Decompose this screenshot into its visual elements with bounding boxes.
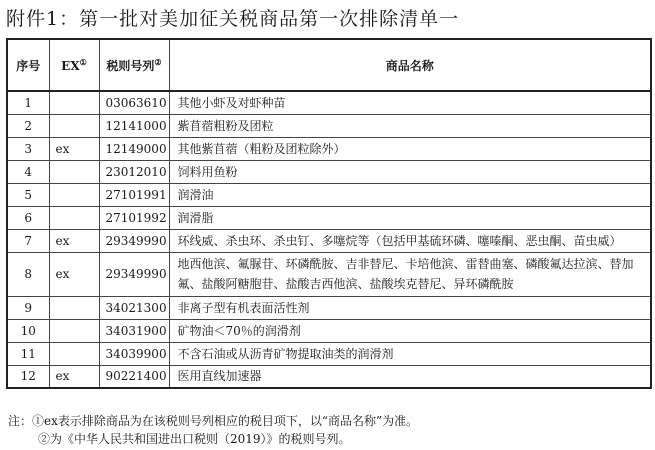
cell-ex <box>49 114 99 137</box>
cell-name: 非离子型有机表面活性剂 <box>169 296 651 319</box>
cell-seq: 2 <box>7 114 49 137</box>
cell-ex: ex <box>49 252 99 296</box>
cell-code: 12149000 <box>99 137 169 160</box>
cell-seq: 3 <box>7 137 49 160</box>
header-name-label: 商品名称 <box>385 58 434 73</box>
table-row <box>7 229 651 252</box>
footnote-prefix: 注： <box>8 414 33 428</box>
cell-name: 环线威、杀虫环、杀虫钉、多噻烷等（包括甲基硫环磷、噻嗪酮、恶虫酮、苗虫威） <box>169 229 651 252</box>
cell-name: 不含石油或从沥青矿物提取油类的润滑剂 <box>169 342 651 365</box>
footnote-1-text: ①ex表示排除商品为在该税则号列相应的税目项下，以“商品名称”为准。 <box>32 414 419 428</box>
cell-name: 饲料用鱼粉 <box>169 160 651 183</box>
cell-seq: 7 <box>7 229 49 252</box>
cell-name: 润滑脂 <box>169 206 651 229</box>
cell-code: 29349990 <box>99 252 169 296</box>
footnotes <box>8 412 648 448</box>
cell-ex <box>49 183 99 206</box>
cell-ex <box>49 91 99 114</box>
cell-code: 03063610 <box>99 91 169 114</box>
exclusion-table <box>6 38 652 389</box>
table-row <box>7 319 651 342</box>
footnote-2-text: ②为《中华人民共和国进出口税则（2019）》的税则号列。 <box>38 432 351 446</box>
cell-ex <box>49 342 99 365</box>
header-code-mark: ② <box>154 56 162 67</box>
header-ex-label: EX <box>61 59 80 73</box>
table-row <box>7 160 651 183</box>
cell-name: 润滑油 <box>169 183 651 206</box>
cell-name: 地西他滨、氟脲苷、环磷酰胺、吉非替尼、卡培他滨、雷替曲塞、磷酸氟达拉滨、替加氟、盐酸阿糖胞苷、盐酸吉西他滨、盐酸埃克替尼、异环磷酰胺 <box>169 252 651 296</box>
header-code-label: 税则号列 <box>106 58 155 73</box>
table-row <box>7 91 651 114</box>
table-row <box>7 252 651 296</box>
cell-seq: 10 <box>7 319 49 342</box>
table-header-row <box>7 39 651 91</box>
cell-ex: ex <box>49 137 99 160</box>
header-seq-label: 序号 <box>16 58 41 73</box>
header-ex-mark: ① <box>79 57 87 67</box>
header-code <box>99 39 169 91</box>
footnote-1 <box>8 412 648 430</box>
cell-code: 29349990 <box>99 229 169 252</box>
table-row <box>7 114 651 137</box>
cell-ex: ex <box>49 229 99 252</box>
table-row <box>7 206 651 229</box>
cell-code: 23012010 <box>99 160 169 183</box>
cell-seq: 4 <box>7 160 49 183</box>
table-row <box>7 365 651 388</box>
cell-seq: 9 <box>7 296 49 319</box>
cell-code: 27101992 <box>99 206 169 229</box>
cell-code: 34021300 <box>99 296 169 319</box>
header-ex <box>49 39 99 91</box>
cell-seq: 8 <box>7 252 49 296</box>
header-seq <box>7 39 49 91</box>
cell-seq: 1 <box>7 91 49 114</box>
table-row <box>7 296 651 319</box>
cell-seq: 6 <box>7 206 49 229</box>
cell-ex <box>49 160 99 183</box>
cell-name: 矿物油＜70％的润滑剂 <box>169 319 651 342</box>
cell-ex <box>49 319 99 342</box>
cell-seq: 5 <box>7 183 49 206</box>
cell-code: 90221400 <box>99 365 169 388</box>
cell-ex <box>49 296 99 319</box>
cell-code: 12141000 <box>99 114 169 137</box>
header-name <box>169 39 651 91</box>
table-row <box>7 137 651 160</box>
footnote-2 <box>8 430 648 448</box>
page-title: 附件1：第一批对美加征关税商品第一次排除清单一 <box>6 8 460 30</box>
cell-name: 医用直线加速器 <box>169 365 651 388</box>
cell-name: 其他小虾及对虾种苗 <box>169 91 651 114</box>
cell-name: 其他紫苜蓿（粗粉及团粒除外） <box>169 137 651 160</box>
cell-code: 27101991 <box>99 183 169 206</box>
cell-seq: 12 <box>7 365 49 388</box>
cell-code: 34031900 <box>99 319 169 342</box>
cell-name: 紫苜蓿粗粉及团粒 <box>169 114 651 137</box>
cell-seq: 11 <box>7 342 49 365</box>
cell-ex: ex <box>49 365 99 388</box>
cell-code: 34039900 <box>99 342 169 365</box>
cell-ex <box>49 206 99 229</box>
table-row <box>7 183 651 206</box>
table-row <box>7 342 651 365</box>
